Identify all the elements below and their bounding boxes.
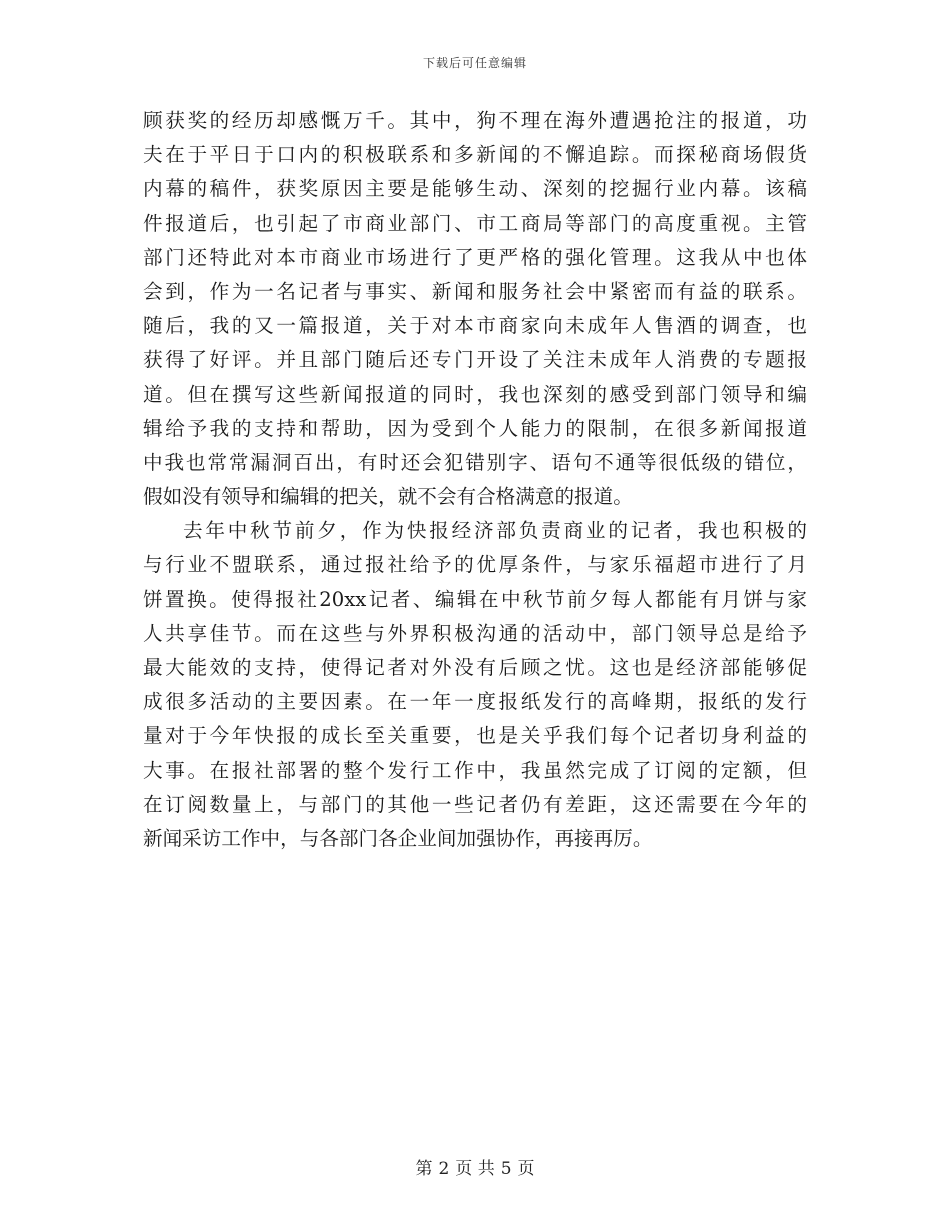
current-page-number: 2 <box>438 1159 450 1179</box>
text-line: 顾获奖的经历却感慨万千。其中，狗不理在海外遭遇抢注的报道，功 <box>143 109 807 132</box>
text-line: 中我也常常漏洞百出，有时还会犯错别字、语句不通等很低级的错位， <box>143 450 807 474</box>
text-line: 在订阅数量上，与部门的其他一些记者仍有差距，这还需要在今年的 <box>143 792 807 816</box>
text-line: 部门还特此对本市商业市场进行了更严格的强化管理。这我从中也体 <box>143 245 807 269</box>
text-line: 最大能效的支持，使得记者对外没有后顾之忧。这也是经济部能够促 <box>143 656 807 679</box>
page-header: 下载后可任意编辑 <box>422 56 527 70</box>
footer-prefix: 第 <box>415 1159 433 1179</box>
document-body <box>143 104 807 856</box>
text-line: 人共享佳节。而在这些与外界积极沟通的活动中，部门领导总是给予 <box>143 621 807 645</box>
text-line: 获得了好评。并且部门随后还专门开设了关注未成年人消费的专题报 <box>143 348 807 372</box>
text-line: 饼置换。使得报社20xx记者、编辑在中秋节前夕每人都能有月饼与家 <box>143 587 807 611</box>
text-line: 内幕的稿件，获奖原因主要是能够生动、深刻的挖掘行业内幕。该稿 <box>143 177 807 201</box>
text-line: 辑给予我的支持和帮助，因为受到个人能力的限制，在很多新闻报道 <box>143 416 807 440</box>
text-line: 件报道后，也引起了市商业部门、市工商局等部门的高度重视。主管 <box>143 211 807 235</box>
text-line: 假如没有领导和编辑的把关，就不会有合格满意的报道。 <box>143 485 633 509</box>
text-line: 夫在于平日于口内的积极联系和多新闻的不懈追踪。而探秘商场假货 <box>143 143 807 167</box>
text-line: 量对于今年快报的成长至关重要，也是关乎我们每个记者切身利益的 <box>143 724 807 748</box>
page-number-footer <box>0 1154 950 1179</box>
text-line: 道。但在撰写这些新闻报道的同时，我也深刻的感受到部门领导和编 <box>143 382 807 406</box>
footer-suffix: 页 <box>517 1159 535 1179</box>
text-line: 随后，我的又一篇报道，关于对本市商家向未成年人售酒的调查，也 <box>143 314 807 338</box>
text-line: 大事。在报社部署的整个发行工作中，我虽然完成了订阅的定额，但 <box>143 758 807 782</box>
paragraph-2 <box>143 514 807 856</box>
text-line: 成很多活动的主要因素。在一年一度报纸发行的高峰期，报纸的发行 <box>143 690 807 714</box>
footer-middle: 页 共 <box>455 1159 495 1179</box>
text-line: 会到，作为一名记者与事实、新闻和服务社会中紧密而有益的联系。 <box>143 279 807 303</box>
text-line: 去年中秋节前夕，作为快报经济部负责商业的记者，我也积极的 <box>183 519 807 543</box>
paragraph-1 <box>143 104 807 514</box>
total-pages-number: 5 <box>500 1159 512 1179</box>
text-line: 新闻采访工作中，与各部门各企业间加强协作，再接再厉。 <box>143 826 653 850</box>
text-line: 与行业不盟联系，通过报社给予的优厚条件，与家乐福超市进行了月 <box>143 553 807 577</box>
